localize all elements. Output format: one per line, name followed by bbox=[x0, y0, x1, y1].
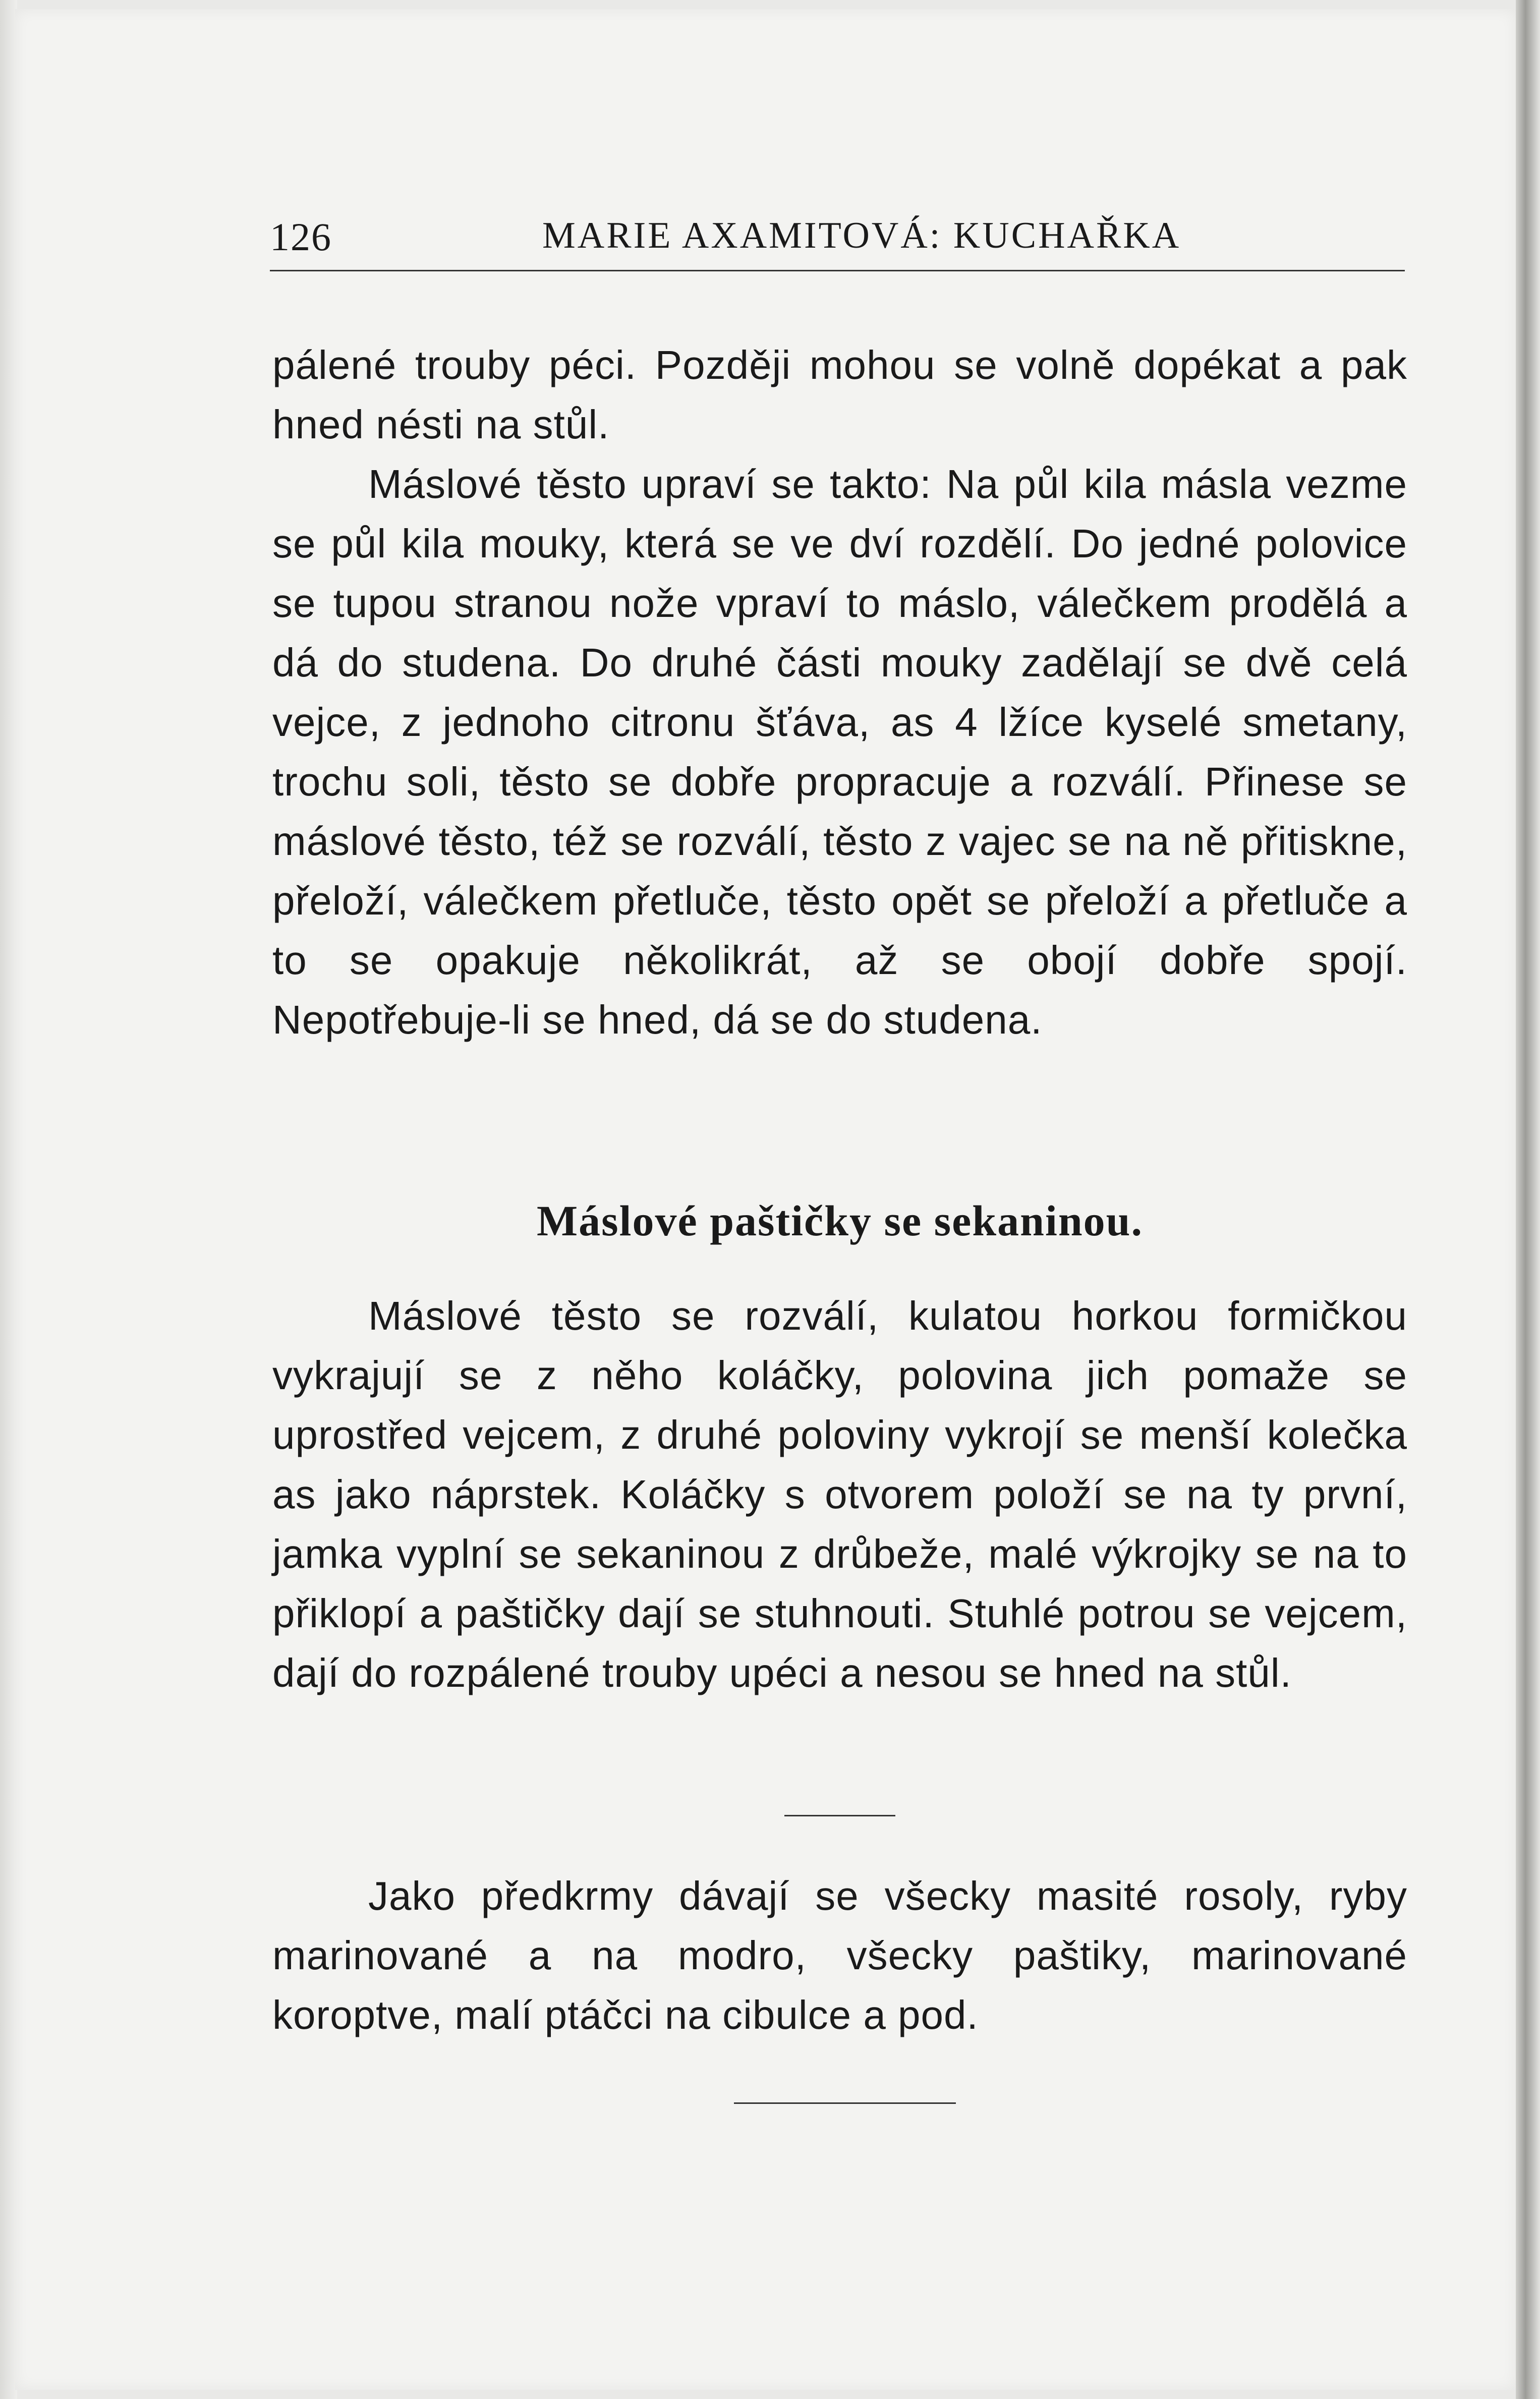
paragraph-pastries: Máslové těsto se rozválí, kulatou horkou formičkou vykrajují se z něho koláčky, polovina jich pomaže se uprostřed vejcem, z druhé poloviny vykrojí se menší kolečka as jako náprstek. Koláčky s otvorem položí se na ty první, jamka vyplní se sekaninou z drůbeže, malé výkrojky se na to přiklopí a paštičky dají se stuhnouti. Stuhlé potrou se vejcem, dají do rozpálené trouby upéci a nesou se hned na stůl. bbox=[272, 1293, 1407, 1695]
paragraph-butter-dough: Máslové těsto upraví se takto: Na půl kila másla vezme se půl kila mouky, která se ve dví rozdělí. Do jedné polovice se tupou stranou nože vpraví to máslo, válečkem prodělá a dá do studena. Do druhé části mouky zadělají se dvě celá vejce, z jednoho citronu šťáva, as 4 lžíce kyselé smetany, trochu soli, těsto se dobře propracuje a rozválí. Přinese se máslové těsto, též se rozválí, těsto z vajec se na ně přitiskne, přeloží, válečkem přetluče, těsto opět se přeloží a přetluče a to se opakuje několikrát, až se obojí dobře spojí. Nepotřebuje-li se hned, dá se do studena. bbox=[272, 462, 1407, 1042]
page-number: 126 bbox=[270, 215, 332, 259]
paragraph-appetizers: Jako předkrmy dávají se všecky masité rosoly, ryby marinované a na modro, všecky paštiky, marinované koroptve, malí ptáčci na cibulce a pod. bbox=[272, 1873, 1407, 2037]
header-rule bbox=[270, 270, 1405, 271]
page-left-edge bbox=[0, 0, 17, 2399]
page-header bbox=[270, 214, 1405, 265]
text-block-appetizers bbox=[272, 1866, 1407, 2045]
section-heading: Máslové paštičky se sekaninou. bbox=[536, 1196, 1144, 1245]
text-block-pastries bbox=[272, 1286, 1407, 1703]
running-head: MARIE AXAMITOVÁ: KUCHAŘKA bbox=[542, 215, 1181, 256]
text-block-continuation bbox=[272, 335, 1407, 1050]
end-divider bbox=[734, 2102, 956, 2104]
book-spine-edge bbox=[1516, 0, 1540, 2399]
section-divider bbox=[784, 1815, 895, 1816]
paragraph-continuation: pálené trouby péci. Později mohou se volně dopékat a pak hned nésti na stůl. bbox=[272, 342, 1407, 447]
